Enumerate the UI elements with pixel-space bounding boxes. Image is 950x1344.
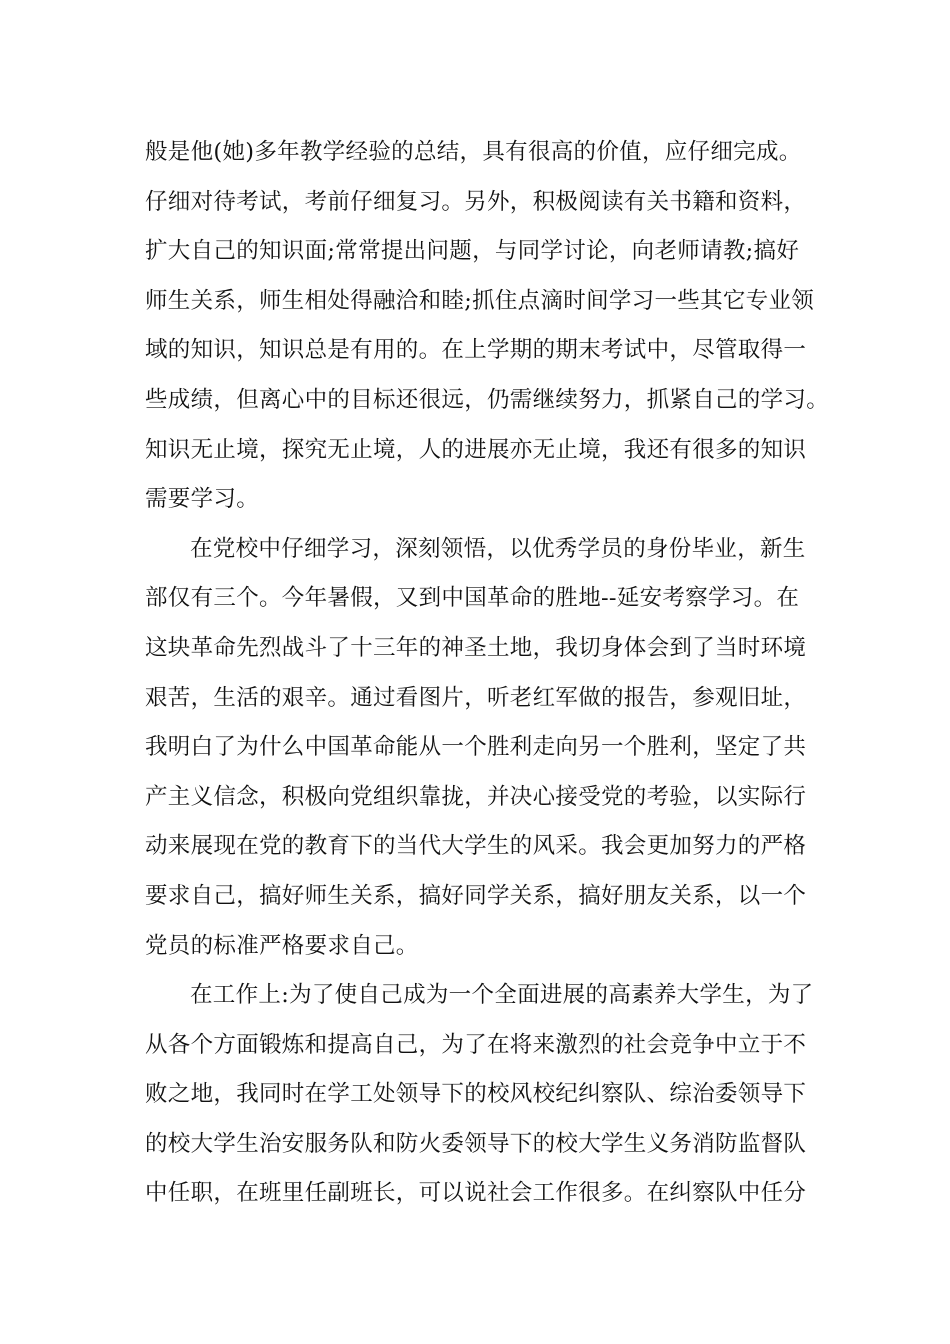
text-line: 从各个方面锻炼和提高自己，为了在将来激烈的社会竞争中立于不 xyxy=(145,1031,807,1058)
text-line: 扩大自己的知识面;常常提出问题，与同学讨论，向老师请教;搞好 xyxy=(145,238,800,265)
text-line: 知识无止境，探究无止境，人的进展亦无止境，我还有很多的知识 xyxy=(145,436,807,463)
paragraph-1 xyxy=(145,128,830,525)
text-line: 我明白了为什么中国革命能从一个胜利走向另一个胜利，坚定了共 xyxy=(145,734,807,761)
text-line: 般是他(她)多年教学经验的总结，具有很高的价值，应仔细完成。 xyxy=(145,139,802,165)
text-line: 动来展现在党的教育下的当代大学生的风采。我会更加努力的严格 xyxy=(145,833,807,860)
text-line: 败之地，我同时在学工处领导下的校风校纪纠察队、综治委领导下 xyxy=(145,1081,807,1108)
text-line: 党员的标准严格要求自己。 xyxy=(145,932,419,959)
text-line: 中任职，在班里任副班长，可以说社会工作很多。在纠察队中任分 xyxy=(145,1180,807,1207)
text-line: 师生关系，师生相处得融洽和睦;抓住点滴时间学习一些其它专业领 xyxy=(145,287,815,314)
text-line: 部仅有三个。今年暑假，又到中国革命的胜地--延安考察学习。在 xyxy=(145,585,800,612)
document-body xyxy=(145,128,830,1219)
text-line: 些成绩，但离心中的目标还很远，仍需继续努力，抓紧自己的学习。 xyxy=(145,386,830,413)
text-line: 这块革命先烈战斗了十三年的神圣土地，我切身体会到了当时环境 xyxy=(145,634,807,661)
text-line: 艰苦，生活的艰辛。通过看图片，听老红军做的报告，参观旧址， xyxy=(145,684,807,711)
text-line: 域的知识，知识总是有用的。在上学期的期末考试中，尽管取得一 xyxy=(145,337,807,364)
text-line: 仔细对待考试，考前仔细复习。另外，积极阅读有关书籍和资料， xyxy=(145,188,807,215)
paragraph-2 xyxy=(145,525,815,971)
paragraph-3 xyxy=(145,971,815,1219)
text-line: 在党校中仔细学习，深刻领悟，以优秀学员的身份毕业，新生 xyxy=(190,535,806,562)
text-line: 在工作上:为了使自己成为一个全面进展的高素养大学生，为了 xyxy=(190,982,814,1009)
text-line: 需要学习。 xyxy=(145,486,260,513)
text-line: 要求自己，搞好师生关系，搞好同学关系，搞好朋友关系，以一个 xyxy=(145,882,807,909)
text-line: 产主义信念，积极向党组织靠拢，并决心接受党的考验，以实际行 xyxy=(145,783,807,810)
text-line: 的校大学生治安服务队和防火委领导下的校大学生义务消防监督队 xyxy=(145,1130,807,1157)
